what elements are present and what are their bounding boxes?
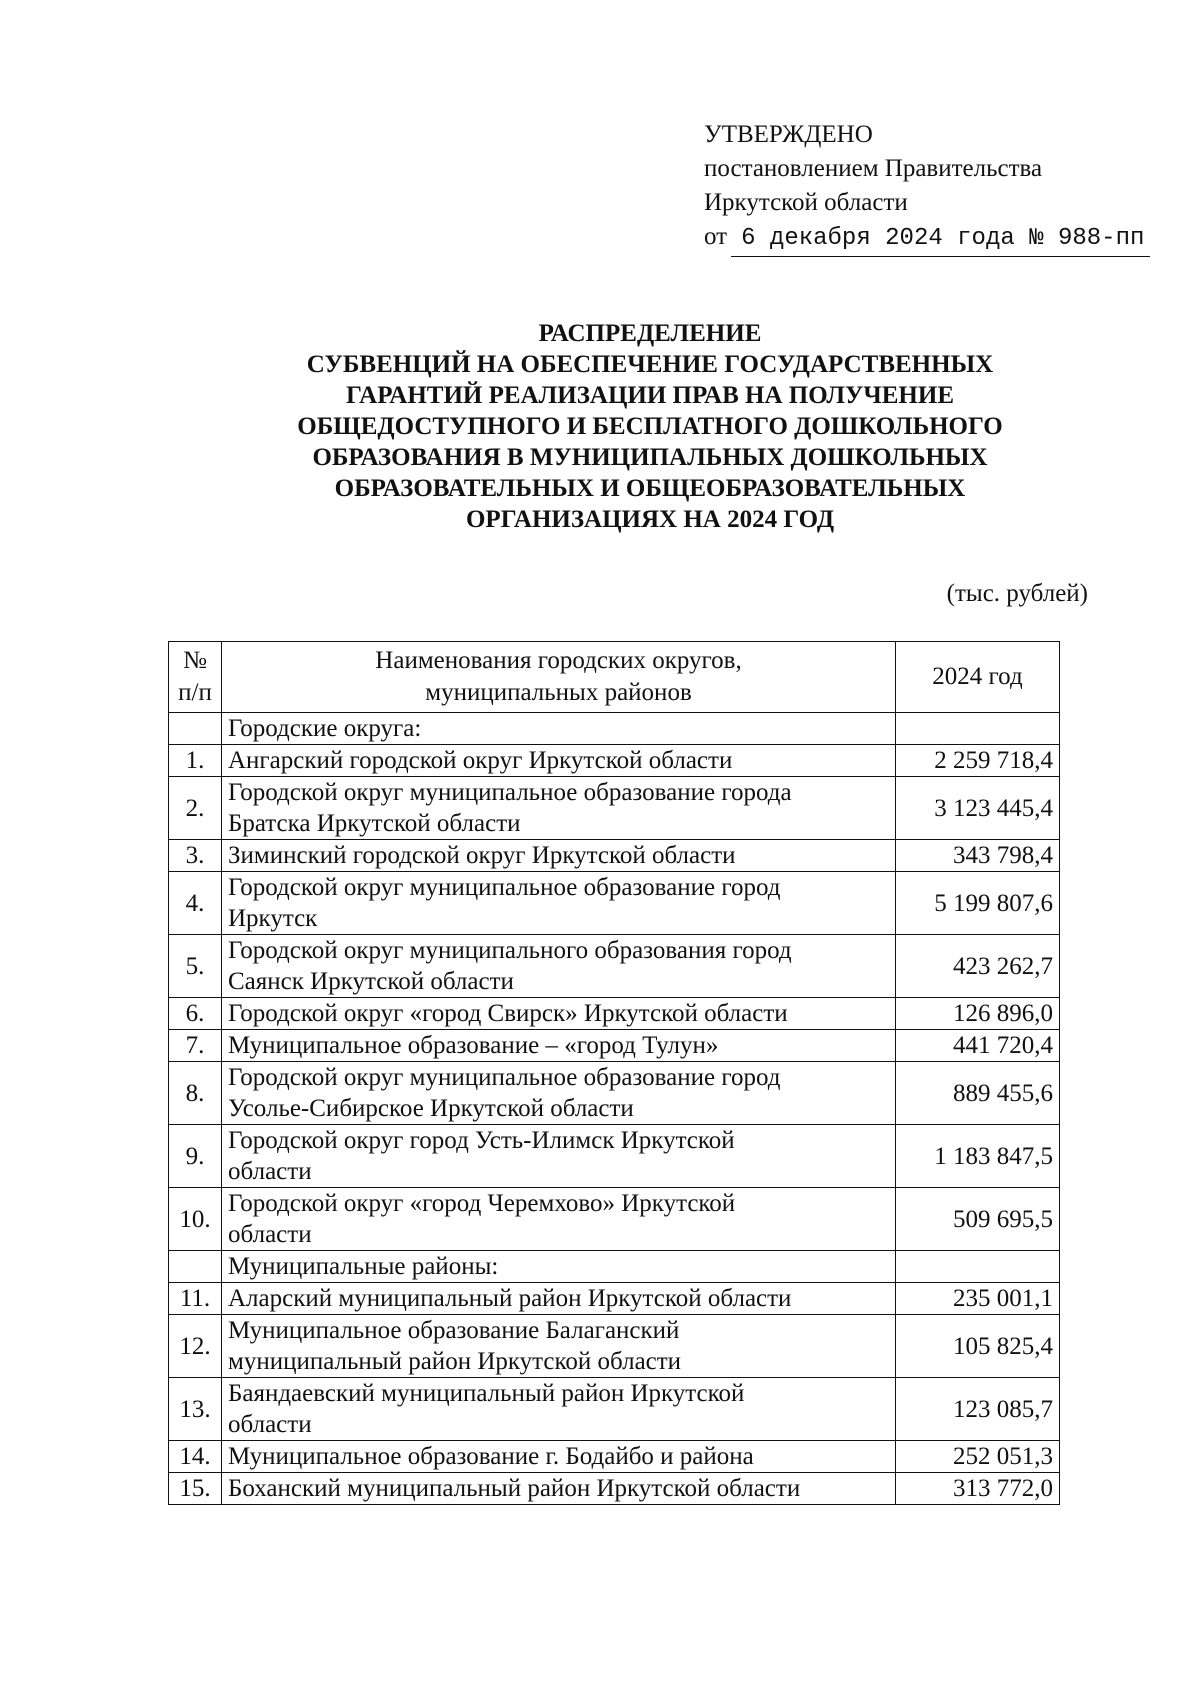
approval-date-value: 6 декабря 2024 года № 988-пп: [731, 222, 1150, 257]
table-row: [169, 1315, 1060, 1378]
row-name: [222, 1125, 896, 1188]
unit-label: (тыс. рублей): [946, 580, 1088, 607]
row-number: 8.: [169, 1062, 222, 1125]
row-name: [222, 1283, 896, 1315]
header-name: [222, 642, 896, 713]
row-value: 5 199 807,6: [896, 872, 1060, 935]
row-number: 11.: [169, 1283, 222, 1315]
table-row: [169, 935, 1060, 998]
row-number: 2.: [169, 777, 222, 840]
table-row: [169, 1188, 1060, 1251]
row-value: 123 085,7: [896, 1378, 1060, 1441]
row-name: [222, 872, 896, 935]
row-number: 13.: [169, 1378, 222, 1441]
allocation-table: [168, 641, 1060, 1505]
row-name: [222, 777, 896, 840]
table-row: [169, 1030, 1060, 1062]
row-number: 4.: [169, 872, 222, 935]
row-name-line: Иркутск: [228, 905, 318, 932]
row-name-line: области: [228, 1411, 312, 1438]
row-name: [222, 1473, 896, 1505]
row-name: [222, 745, 896, 777]
row-name: [222, 998, 896, 1030]
row-number: 15.: [169, 1473, 222, 1505]
row-name-line: Городской округ «город Свирск» Иркутской области: [228, 1000, 788, 1027]
row-name-line: Баяндаевский муниципальный район Иркутской: [228, 1380, 745, 1407]
table-header-row: [169, 642, 1060, 713]
row-name: [222, 840, 896, 872]
title-line: РАСПРЕДЕЛЕНИЕ: [538, 320, 762, 347]
row-name-line: Усолье-Сибирское Иркутской области: [228, 1095, 634, 1122]
approval-heading: УТВЕРЖДЕНО: [704, 121, 873, 148]
section-number-cell: [169, 713, 222, 745]
row-value: 441 720,4: [896, 1030, 1060, 1062]
row-number: 10.: [169, 1188, 222, 1251]
title-line: ОБРАЗОВАТЕЛЬНЫХ И ОБЩЕОБРАЗОВАТЕЛЬНЫХ: [334, 475, 966, 502]
row-value: 889 455,6: [896, 1062, 1060, 1125]
row-value: 313 772,0: [896, 1473, 1060, 1505]
table-row: [169, 840, 1060, 872]
table-row: [169, 745, 1060, 777]
title-line: ГАРАНТИЙ РЕАЛИЗАЦИИ ПРАВ НА ПОЛУЧЕНИЕ: [346, 382, 954, 409]
row-name: [222, 935, 896, 998]
row-value: 509 695,5: [896, 1188, 1060, 1251]
section-title: Муниципальные районы:: [222, 1251, 896, 1283]
row-name-line: муниципальный район Иркутской области: [228, 1348, 682, 1375]
table-row: [169, 1062, 1060, 1125]
row-value: 105 825,4: [896, 1315, 1060, 1378]
table-row: [169, 872, 1060, 935]
table-row: [169, 1441, 1060, 1473]
approval-authority: постановлением Правительства: [704, 155, 1043, 182]
row-number: 12.: [169, 1315, 222, 1378]
section-value-cell: [896, 1251, 1060, 1283]
row-name-line: Аларский муниципальный район Иркутской области: [228, 1285, 792, 1312]
row-name-line: Муниципальное образование г. Бодайбо и района: [228, 1443, 754, 1470]
row-name: [222, 1315, 896, 1378]
row-name: [222, 1188, 896, 1251]
row-number: 5.: [169, 935, 222, 998]
table-row: [169, 998, 1060, 1030]
row-value: 3 123 445,4: [896, 777, 1060, 840]
table-row: [169, 777, 1060, 840]
row-name-line: области: [228, 1221, 312, 1248]
row-name-line: Городской округ «город Черемхово» Иркутской: [228, 1190, 736, 1217]
row-value: 1 183 847,5: [896, 1125, 1060, 1188]
row-name-line: Зиминский городской округ Иркутской области: [228, 842, 736, 869]
header-year: 2024 год: [896, 642, 1060, 713]
approval-region: Иркутской области: [704, 189, 908, 216]
section-title: Городские округа:: [222, 713, 896, 745]
table-row: [169, 1378, 1060, 1441]
row-name: [222, 1062, 896, 1125]
row-name: [222, 1441, 896, 1473]
table-row: [169, 1283, 1060, 1315]
section-row: [169, 713, 1060, 745]
table-body: [169, 713, 1060, 1505]
section-row: [169, 1251, 1060, 1283]
row-name-line: Братска Иркутской области: [228, 810, 521, 837]
row-name-line: Ангарский городской округ Иркутской области: [228, 747, 733, 774]
title-line: ОБРАЗОВАНИЯ В МУНИЦИПАЛЬНЫХ ДОШКОЛЬНЫХ: [312, 444, 988, 471]
header-number: [169, 642, 222, 713]
row-number: 6.: [169, 998, 222, 1030]
approval-stamp: [704, 118, 1150, 257]
row-number: 1.: [169, 745, 222, 777]
row-name: [222, 1378, 896, 1441]
table-row: [169, 1125, 1060, 1188]
header-number-line1: №: [183, 647, 207, 674]
row-name: [222, 1030, 896, 1062]
row-name-line: Городской округ муниципальное образование город: [228, 1064, 781, 1091]
row-name-line: Городской округ муниципальное образование город: [228, 874, 781, 901]
approval-date-prefix: от: [704, 223, 728, 250]
row-name-line: области: [228, 1158, 312, 1185]
row-name-line: Саянск Иркутской области: [228, 968, 514, 995]
row-number: 9.: [169, 1125, 222, 1188]
row-name-line: Городской округ муниципальное образование города: [228, 779, 792, 806]
row-name-line: Муниципальное образование Балаганский: [228, 1317, 680, 1344]
title-line: СУБВЕНЦИЙ НА ОБЕСПЕЧЕНИЕ ГОСУДАРСТВЕННЫХ: [306, 351, 994, 378]
section-value-cell: [896, 713, 1060, 745]
row-name-line: Боханский муниципальный район Иркутской области: [228, 1475, 801, 1502]
row-number: 7.: [169, 1030, 222, 1062]
row-value: 2 259 718,4: [896, 745, 1060, 777]
table-row: [169, 1473, 1060, 1505]
document-title: [130, 318, 1170, 535]
row-name-line: Городской округ муниципального образования город: [228, 937, 792, 964]
row-value: 126 896,0: [896, 998, 1060, 1030]
row-value: 423 262,7: [896, 935, 1060, 998]
row-number: 14.: [169, 1441, 222, 1473]
title-line: ОБЩЕДОСТУПНОГО И БЕСПЛАТНОГО ДОШКОЛЬНОГО: [297, 413, 1003, 440]
title-line: ОРГАНИЗАЦИЯХ НА 2024 ГОД: [465, 506, 835, 533]
row-number: 3.: [169, 840, 222, 872]
header-number-line2: п/п: [178, 679, 212, 706]
row-value: 343 798,4: [896, 840, 1060, 872]
approval-date-line: [704, 220, 1150, 257]
section-number-cell: [169, 1251, 222, 1283]
row-value: 235 001,1: [896, 1283, 1060, 1315]
row-name-line: Муниципальное образование – «город Тулун»: [228, 1032, 719, 1059]
header-name-line2: муниципальных районов: [425, 679, 692, 706]
row-value: 252 051,3: [896, 1441, 1060, 1473]
row-name-line: Городской округ город Усть-Илимск Иркутской: [228, 1127, 735, 1154]
header-name-line1: Наименования городских округов,: [375, 647, 742, 674]
